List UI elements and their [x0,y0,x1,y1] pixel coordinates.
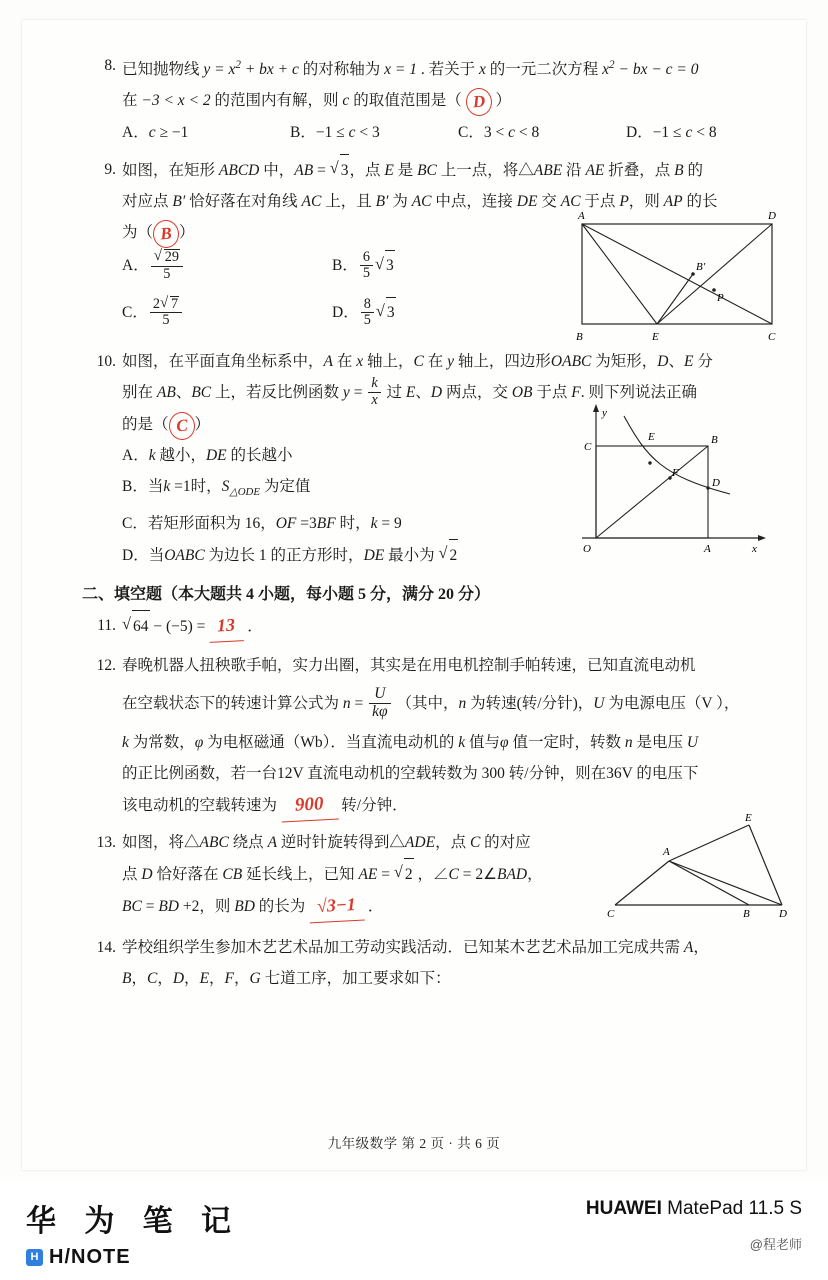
question-9-number: 9. [104,161,116,179]
q8-text-1: 已知抛物线 [122,61,200,79]
document-content [82,50,794,998]
q9-handwritten-answer: B [152,219,180,249]
svg-text:B: B [743,908,750,921]
question-13 [82,813,794,922]
question-14-number: 14. [96,939,116,957]
question-12-number: 12. [96,657,116,675]
question-10-number: 10. [96,352,116,370]
brand-english-name: H/NOTE [49,1246,131,1268]
device-name: MatePad 11.5 S [661,1198,802,1219]
q8-option-d[interactable]: D．−1 ≤ c < 8 [626,124,717,142]
q8-text-3: . 若关于 [420,61,476,79]
q8-var-x: x [479,61,486,79]
question-8-line-1 [122,50,794,85]
question-11-number: 11. [97,617,116,635]
question-14-body [122,932,794,994]
svg-text:D: D [768,210,776,223]
question-13-number: 13. [96,834,116,852]
svg-text:D: D [712,477,720,490]
scanned-document [22,20,806,1170]
q11-period: ． [247,618,263,636]
question-10 [82,346,794,571]
question-11-body: √ 64 − (−5) = 13 ． [122,610,794,642]
q9-option-d[interactable]: D． $\frac{8}{5}$ √ 3 [332,297,542,330]
q8-text-5: 在 [122,92,138,110]
device-branding-bar [0,1180,828,1280]
brand-chinese-name: 华 为 笔 记 [26,1205,242,1238]
q9-option-b[interactable]: B． $\frac{6}{5}$ √ 3 [332,250,542,283]
q8-option-a[interactable]: A．c ≥ −1 [122,124,189,142]
question-8-body [122,50,794,150]
svg-text:B: B [576,331,583,344]
question-8-number: 8. [104,57,116,74]
q13-handwritten-answer: √3−1 [308,889,364,924]
svg-text:A: A [663,846,670,859]
question-10-line-2: 别在 AB、BC 上，若反比例函数 y = $\frac{k}{x}$ 过 E、D 两点，交 OB 于点 F. 则下列说法正确 [122,375,698,408]
page-footer: 九年级数学 第 2 页 · 共 6 页 [327,1136,501,1151]
q11-sqrt: √ 64 [122,610,150,642]
q13-line-3: BC = BD +2，则 BD 的长为 √3−1 ． [122,890,592,922]
svg-text:E: E [745,813,752,825]
q8-math-3: $x^2$ − bx − c = 0 [602,59,699,79]
q12-handwritten-answer: 900 [280,788,338,823]
svg-text:D: D [779,908,787,921]
svg-text:A: A [578,210,585,223]
hnote-logo-icon: H [26,1249,43,1266]
brand-left [26,1196,241,1269]
q8-text-2: 的对称轴为 [302,61,381,79]
q8-text-8: ） [495,92,511,110]
q9-option-c[interactable]: C． $\frac{2 √ 7}{5}$ [122,297,332,330]
question-8 [82,50,794,150]
question-9-options-row1 [122,250,542,283]
q12-text-pre: 该电动机的空载转速为 [122,797,278,815]
svg-text:x: x [752,543,757,556]
q8-option-b[interactable]: B．−1 ≤ c < 3 [290,124,380,142]
svg-text:y: y [602,407,607,420]
q13-line-2: 点 D 恰好落在 CB 延长线上，已知 AE = √ 2 ，∠C = 2∠BAD， [122,858,592,890]
q8-text-6: 的范围内有解，则 [214,92,339,110]
question-8-options [122,118,794,148]
svg-text:A: A [704,543,711,556]
svg-text:O: O [583,543,591,556]
svg-text:C: C [768,331,776,344]
q8-math-4: −3 < x < 2 [141,92,211,110]
q8-option-c[interactable]: C．3 < c < 8 [458,124,540,142]
q8-var-c: c [342,92,350,110]
svg-text:B′: B′ [696,261,706,274]
question-9-figure [562,208,802,348]
question-10-line-1: 如图，在平面直角坐标系中，A 在 x 轴上，C 在 y 轴上，四边形OABC 为矩形，D、E 分 [122,352,713,370]
q10-option-c[interactable]: C．若矩形面积为 16，OF =3BF 时，k = 9 [122,515,402,533]
q14-line-2: B，C，D，E，F，G 七道工序，加工要求如下： [122,970,451,988]
question-12-body [122,650,794,821]
svg-text:P: P [717,292,724,305]
device-model [586,1198,802,1220]
q10-option-d[interactable]: D．当OABC 为边长 1 的正方形时，DE 最小为 √ 2 [122,539,542,571]
svg-text:F: F [672,467,679,480]
question-12 [82,650,794,821]
q13-line-1: 如图，将△ABC 绕点 A 逆时针旋转得到△ADE，点 C 的对应 [122,834,531,852]
q10-handwritten-answer: C [168,411,196,441]
q12-text-post: 转/分钟． [341,797,408,815]
brand-subline [26,1246,241,1269]
svg-text:E: E [648,431,655,444]
question-11 [82,610,794,642]
question-9-line-3: 为（ B ） [122,217,794,248]
question-10-line-3: 的是（ C ） [122,409,794,440]
q12-line-1: 春晚机器人扭秧歌手帕，实力出圈，其实是在用电机控制手帕转速，已知直流电动机 [122,657,696,675]
question-9-line-1: 如图，在矩形 ABCD 中，AB = √ 3，点 E 是 BC 上一点，将△ABE 沿 AE 折叠，点 B 的 [122,154,794,186]
triangle-abc-ade-diagram [597,813,822,923]
svg-text:C: C [607,908,615,921]
q8-math-2: x = 1 [384,61,417,79]
q12-line-3: k 为常数，φ 为电枢磁通（Wb）．当直流电动机的 k 值与φ 值一定时，转数 n 是电压 U [122,734,699,752]
q10-option-a[interactable]: A．k 越小，DE 的长越小 [122,447,293,465]
svg-text:C: C [584,441,592,454]
svg-text:B: B [711,434,718,447]
question-10-figure [562,398,792,558]
question-10-body [122,346,794,571]
q12-line-2: 在空载状态下的转速计算公式为 n = $\frac{U}{k\varphi}$ （其中，n 为转速(转/分针)，U 为电源电压（V ）， [122,685,740,721]
question-13-body [122,813,794,922]
section-heading: 二、填空题（本大题共 4 小题，每小题 5 分，满分 20 分） [82,586,491,604]
q8-math-1: $y = x^2$ + bx + c [203,59,299,79]
q11-handwritten-answer: 13 [208,609,244,643]
author-handle: @程老师 [749,1237,802,1252]
q8-text-4: 的一元二次方程 [489,61,599,79]
q13-period: ． [367,898,384,916]
q14-line-1: 学校组织学生参加木艺艺术品加工劳动实践活动．已知某木艺艺术品加工完成共需 A， [122,939,709,957]
coordinate-hyperbola-diagram [562,398,792,558]
question-9 [82,154,794,344]
question-9-body [122,154,794,344]
question-13-figure [597,813,822,923]
q9-option-a[interactable]: A． √ $\frac{29}{5}$ [122,250,332,283]
q8-handwritten-answer: D [465,87,493,117]
question-14 [82,932,794,994]
q12-line-4: 的正比例函数，若一台12V 直流电动机的空载转数为 300 转/分钟，则在36V 的电压下 [122,765,699,783]
q10-option-b[interactable]: B．当k =1时，$S_{\triangle ODE}$ 为定值 [122,478,311,499]
svg-text:E: E [652,331,659,344]
question-8-line-2 [122,85,794,116]
brand-right [586,1198,802,1253]
question-9-options-row2 [122,297,542,330]
rectangle-abcd-diagram [562,208,802,348]
q8-text-7: 的取值范围是（ [353,92,462,110]
device-brand: HUAWEI [585,1198,662,1219]
question-9-line-2: 对应点 B′ 恰好落在对角线 AC 上，且 B′ 为 AC 中点，连接 DE 交 AC 于点 P，则 AP 的长 [122,193,718,211]
